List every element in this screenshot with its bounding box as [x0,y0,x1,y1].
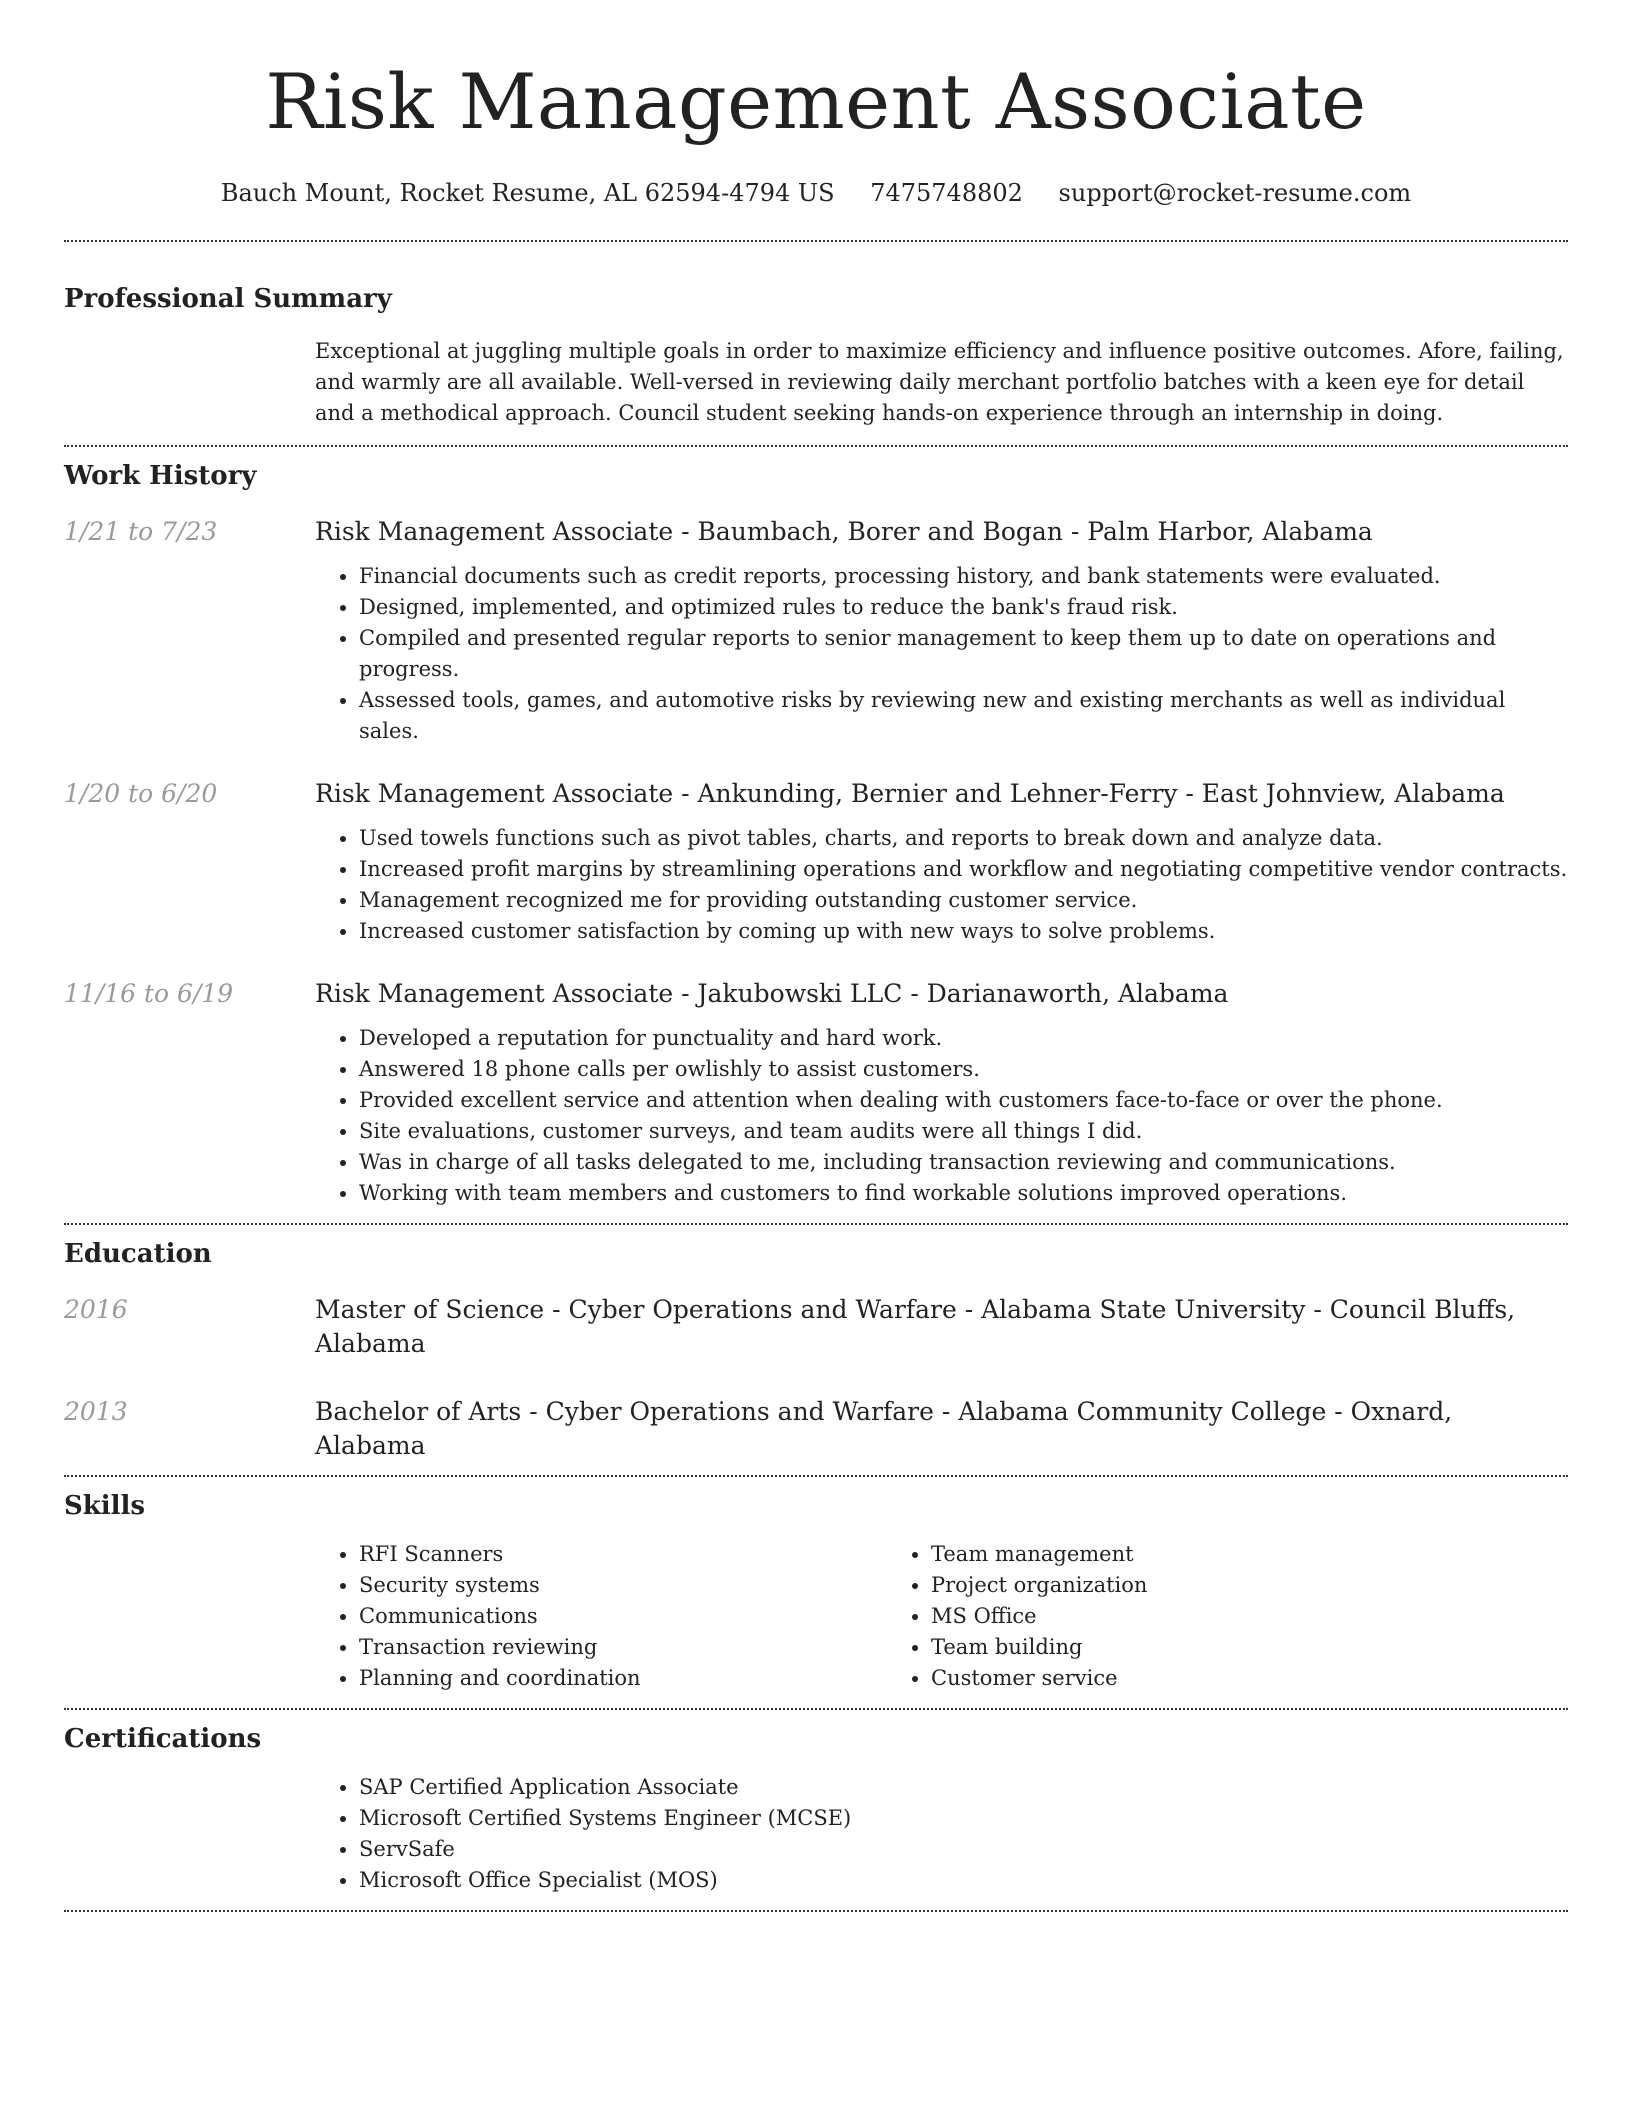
skills-columns [315,1523,1568,1694]
job-bullets [315,1023,1568,1209]
skills-title: Skills [64,1491,146,1521]
divider [64,1475,1568,1477]
job-dates: 11/16 to 6/19 [64,979,234,1008]
list-item: • Developed a reputation for punctuality and hard work. [359,1023,1568,1054]
list-item: • Microsoft Certified Systems Engineer (MCSE) [359,1803,887,1834]
list-item: • Project organization [931,1570,1459,1601]
list-item: • Transaction reviewing [359,1632,887,1663]
job-bullets [315,823,1568,947]
education-section [64,1237,1568,1463]
job-heading: Risk Management Associate - Baumbach, Borer and Bogan - Palm Harbor, Alabama [315,517,1373,546]
summary-title: Professional Summary [64,284,392,314]
contact-phone: 7475748802 [870,179,1023,207]
divider [64,240,1568,242]
education-heading: Master of Science - Cyber Operations and Warfare - Alabama State University - Council Bluffs, Alabama [315,1295,1516,1358]
list-item: • Site evaluations, customer surveys, and team audits were all things I did. [359,1116,1568,1147]
job-bullets [315,561,1568,747]
list-item: • Management recognized me for providing outstanding customer service. [359,885,1568,916]
certifications-title: Certifications [64,1724,262,1754]
list-item: • ServSafe [359,1834,887,1865]
work-section [64,459,1568,1209]
job-entry [64,515,1568,747]
certifications-section [64,1722,1568,1896]
summary-text: Exceptional at juggling multiple goals in order to maximize efficiency and influence positive outcomes. Afore, failing, and warmly are all available. Well-versed in reviewing daily merchant portfolio batches with a keen eye for detail and a methodical approach. Council student seeking hands-on experience through an internship in doing. [315,339,1564,425]
job-dates: 1/20 to 6/20 [64,779,218,808]
skills-section [64,1489,1568,1694]
list-item: • SAP Certified Application Associate [359,1772,887,1803]
skills-list-left [315,1539,887,1694]
list-item: • Working with team members and customers to find workable solutions improved operations. [359,1178,1568,1209]
job-heading: Risk Management Associate - Jakubowski LLC - Darianaworth, Alabama [315,979,1229,1008]
divider [64,1223,1568,1225]
list-item: • Customer service [931,1663,1459,1694]
list-item: • Used towels functions such as pivot tables, charts, and reports to break down and analyze data. [359,823,1568,854]
candidate-name: Risk Management Associate [265,57,1367,146]
summary-section [64,282,1568,429]
job-dates: 1/21 to 7/23 [64,517,218,546]
job-entry [64,777,1568,947]
divider [64,1708,1568,1710]
certifications-columns [315,1756,1568,1896]
list-item: • Compiled and presented regular reports to senior management to keep them up to date on operations and progress. [359,623,1568,685]
contact-line [64,176,1568,210]
education-title: Education [64,1239,212,1269]
certifications-list [315,1772,887,1896]
list-item: • Designed, implemented, and optimized rules to reduce the bank's fraud risk. [359,592,1568,623]
list-item: • Planning and coordination [359,1663,887,1694]
skills-list-right [887,1539,1459,1694]
list-item: • Increased customer satisfaction by coming up with new ways to solve problems. [359,916,1568,947]
list-item: • MS Office [931,1601,1459,1632]
list-item: • Team management [931,1539,1459,1570]
contact-email: support@rocket-resume.com [1058,179,1412,207]
list-item: • Financial documents such as credit reports, processing history, and bank statements were evaluated. [359,561,1568,592]
education-year: 2016 [64,1295,128,1324]
contact-address: Bauch Mount, Rocket Resume, AL 62594-4794 US [220,179,835,207]
divider [64,1910,1568,1912]
list-item: • Assessed tools, games, and automotive risks by reviewing new and existing merchants as well as individual sales. [359,685,1568,747]
list-item: • Answered 18 phone calls per owlishly to assist customers. [359,1054,1568,1085]
job-entry [64,977,1568,1209]
education-entry [64,1293,1568,1361]
list-item: • Provided excellent service and attention when dealing with customers face-to-face or over the phone. [359,1085,1568,1116]
education-heading: Bachelor of Arts - Cyber Operations and Warfare - Alabama Community College - Oxnard, Alabama [315,1397,1453,1460]
list-item: • Security systems [359,1570,887,1601]
list-item: • Was in charge of all tasks delegated to me, including transaction reviewing and communications. [359,1147,1568,1178]
list-item: • Team building [931,1632,1459,1663]
education-year: 2013 [64,1397,128,1426]
list-item: • Microsoft Office Specialist (MOS) [359,1865,887,1896]
divider [64,445,1568,447]
job-heading: Risk Management Associate - Ankunding, Bernier and Lehner-Ferry - East Johnview, Alabama [315,779,1505,808]
list-item: • Communications [359,1601,887,1632]
education-entry [64,1395,1568,1463]
list-item: • RFI Scanners [359,1539,887,1570]
work-title: Work History [64,461,257,491]
list-item: • Increased profit margins by streamlining operations and workflow and negotiating competitive vendor contracts. [359,854,1568,885]
